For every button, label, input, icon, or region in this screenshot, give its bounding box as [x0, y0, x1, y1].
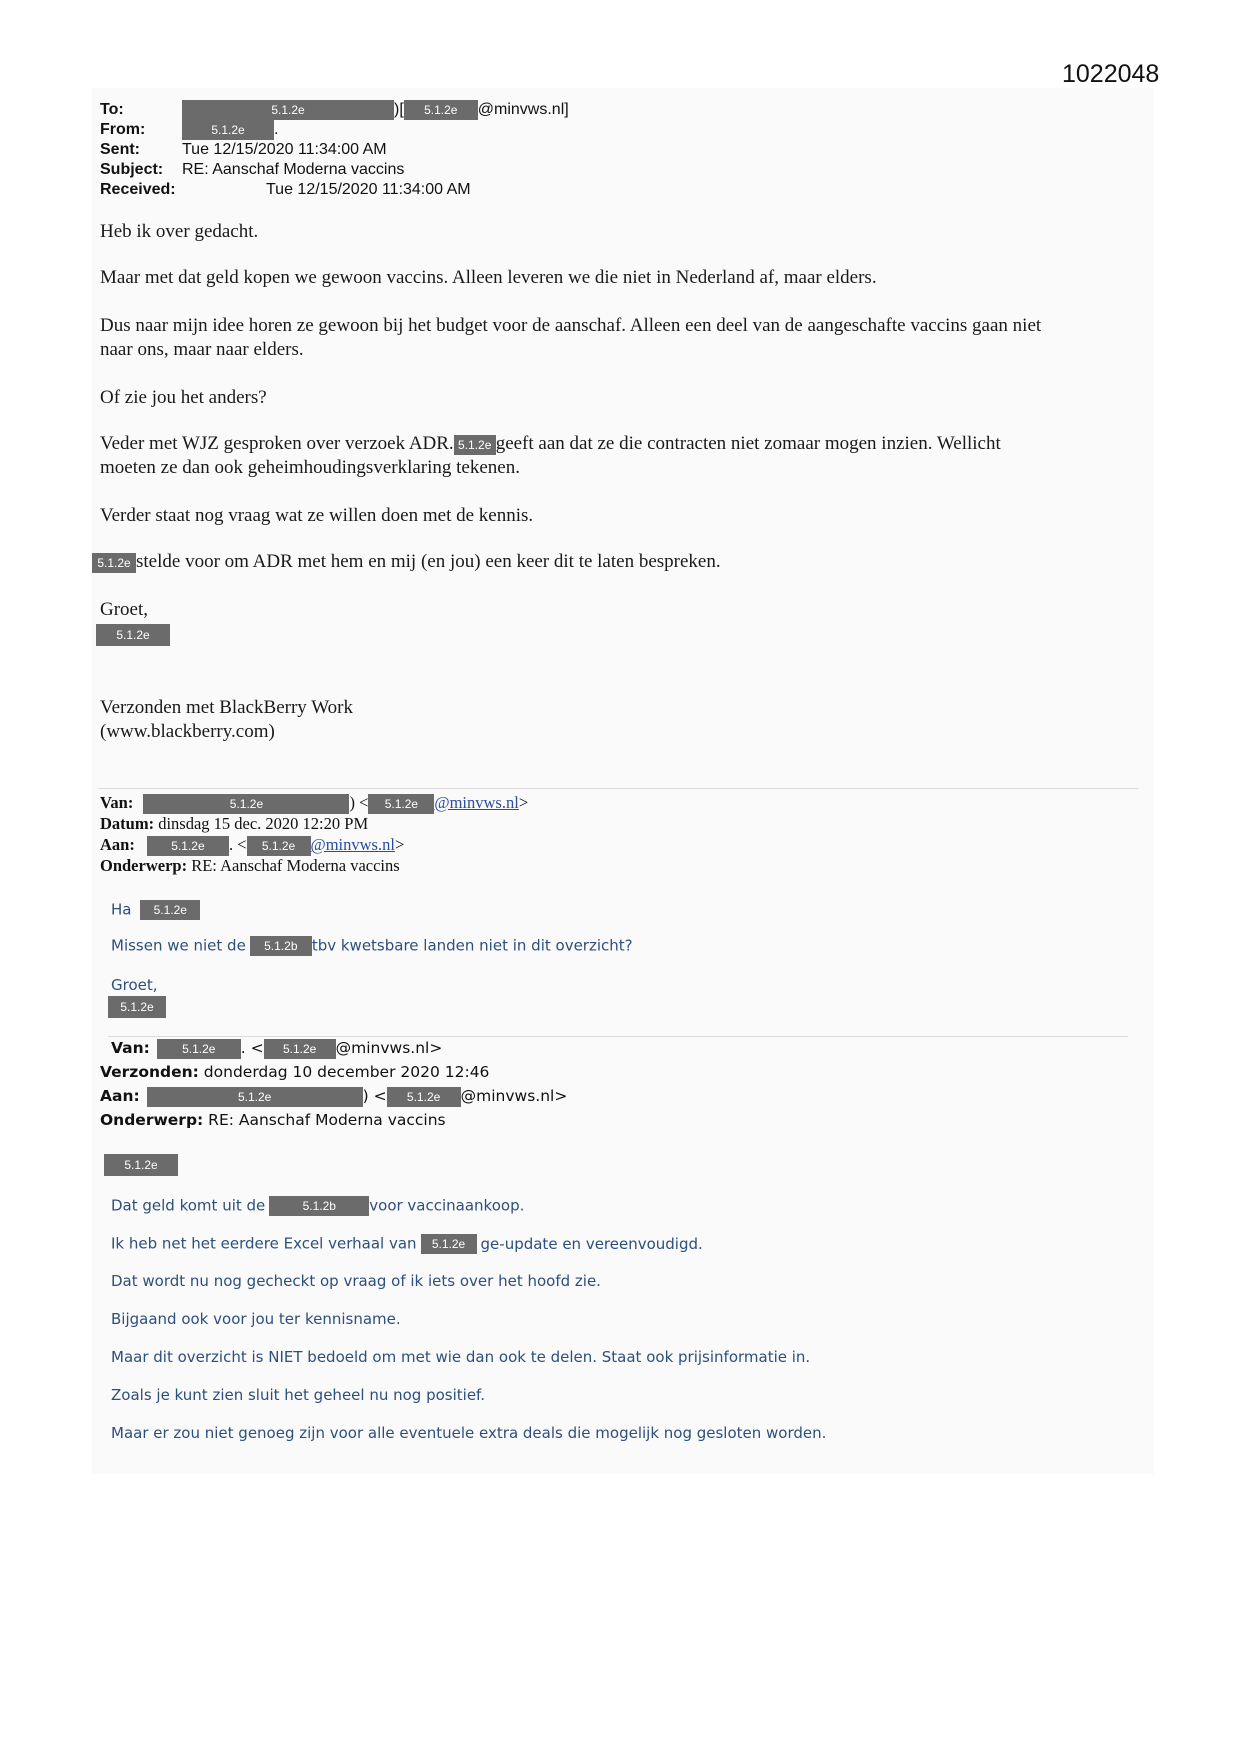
header-to-row: [100, 100, 569, 120]
redaction-block: 5.1.2e: [368, 794, 434, 814]
redaction-block: 5.1.2e: [104, 1154, 178, 1176]
email-header: [100, 100, 569, 200]
received-label: Received:: [100, 181, 176, 198]
redaction-block: 5.1.2e: [92, 553, 136, 573]
from-suffix: .: [274, 121, 279, 139]
email2-header: Van: 5.1.2e ) < 5.1.2e @minvws.nl> Datum: dinsdag 15 dec. 2020 12:20 PM Aan: 5.1.2e . < 5.1.2e @minvws.nl> Onderwerp: RE: Aanschaf Moderna vaccins: [100, 793, 529, 875]
onderwerp-label: Onderwerp:: [100, 1111, 204, 1129]
redaction-block: 5.1.2b: [250, 936, 312, 956]
redaction-block: 5.1.2e: [421, 1234, 477, 1254]
redaction-block: 5.1.2e: [140, 900, 200, 920]
header-from-row: [100, 120, 279, 140]
to-separator: )[: [394, 101, 404, 119]
email-link[interactable]: @minvws.nl: [434, 793, 519, 812]
email3-line: Ik heb net het eerdere Excel verhaal van 5.1.2e ge-update en vereenvoudigd.: [111, 1234, 703, 1253]
signature-redaction: 5.1.2e: [96, 624, 170, 646]
redaction-block: 5.1.2e: [182, 120, 274, 140]
email3-header: Van: 5.1.2e . < 5.1.2e @minvws.nl> Verzonden: donderdag 10 december 2020 12:46 Aan: 5.1.2e ) < 5.1.2e @minvws.nl> Onderwerp: RE: Aanschaf Moderna vaccins: [100, 1039, 568, 1129]
onderwerp-value: RE: Aanschaf Moderna vaccins: [191, 856, 400, 875]
datum-label: Datum:: [100, 814, 155, 833]
redaction-block: 5.1.2e: [264, 1039, 336, 1059]
header-received-row: [100, 180, 471, 200]
redaction-block: 5.1.2b: [269, 1196, 369, 1216]
sent-value: Tue 12/15/2020 11:34:00 AM: [182, 141, 387, 158]
verzonden-label: Verzonden:: [100, 1063, 199, 1081]
greeting: Groet,: [100, 599, 149, 620]
redaction-block: 5.1.2e: [454, 435, 496, 455]
redaction-block: 5.1.2e: [157, 1039, 241, 1059]
subject-value: RE: Aanschaf Moderna vaccins: [182, 161, 405, 178]
body-paragraph: 5.1.2e stelde voor om ADR met hem en mij (en jou) een keer dit te laten bespreken.: [92, 550, 1142, 574]
body-paragraph: Maar met dat geld kopen we gewoon vaccins. Alleen leveren we die niet in Nederland af, maar elders.: [100, 267, 877, 288]
document-number: 1022048: [1062, 60, 1160, 88]
van-label: Van:: [100, 793, 134, 812]
email-link[interactable]: @minvws.nl: [310, 835, 395, 854]
received-value: Tue 12/15/2020 11:34:00 AM: [266, 181, 471, 198]
divider: [98, 788, 1138, 789]
redaction-block: 5.1.2e: [387, 1087, 461, 1107]
from-label: From:: [100, 121, 146, 138]
onderwerp-label: Onderwerp:: [100, 856, 188, 875]
redaction-block: 5.1.2e: [182, 100, 394, 120]
aan-label: Aan:: [100, 1087, 140, 1105]
email3-line: Maar dit overzicht is NIET bedoeld om met wie dan ook te delen. Staat ook prijsinformatie in.: [111, 1348, 811, 1366]
header-sent-row: [100, 140, 387, 160]
page-background: [92, 88, 1154, 1474]
onderwerp-value: RE: Aanschaf Moderna vaccins: [208, 1111, 446, 1129]
redaction-block: 5.1.2e: [247, 836, 311, 856]
email3-line: Maar er zou niet genoeg zijn voor alle eventuele extra deals die mogelijk nog gesloten worden.: [111, 1424, 827, 1442]
body-paragraph: Dus naar mijn idee horen ze gewoon bij het budget voor de aanschaf. Alleen een deel van de aangeschafte vaccins gaan niet naar ons, maar naar elders.: [100, 315, 1042, 360]
email2-line: Missen we niet de 5.1.2b tbv kwetsbare landen niet in dit overzicht?: [111, 936, 633, 955]
datum-value: dinsdag 15 dec. 2020 12:20 PM: [158, 814, 369, 833]
email3-line: Zoals je kunt zien sluit het geheel nu nog positief.: [111, 1386, 486, 1404]
email3-line: Bijgaand ook voor jou ter kennisname.: [111, 1310, 401, 1328]
subject-label: Subject:: [100, 161, 164, 178]
email2-greeting: Ha 5.1.2e: [111, 900, 200, 920]
body-paragraph: Verder staat nog vraag wat ze willen doen met de kennis.: [100, 505, 534, 526]
body-paragraph: Heb ik over gedacht.: [100, 221, 259, 242]
van-label: Van:: [111, 1039, 150, 1057]
signature-url: (www.blackberry.com): [100, 721, 275, 742]
redaction-block: 5.1.2e: [404, 100, 478, 120]
to-label: To:: [100, 101, 124, 118]
sent-label: Sent:: [100, 141, 140, 158]
redaction-block: 5.1.2e: [143, 794, 349, 814]
header-subject-row: [100, 160, 405, 180]
email3-line: Dat wordt nu nog gecheckt op vraag of ik iets over het hoofd zie.: [111, 1272, 601, 1290]
body-paragraph: Veder met WJZ gesproken over verzoek ADR. 5.1.2e geeft aan dat ze die contracten niet zomaar mogen inzien. Wellicht moeten ze dan ook geheimhoudingsverklaring tekenen.: [100, 433, 1001, 478]
redaction-block: 5.1.2e: [147, 1087, 363, 1107]
verzonden-value: donderdag 10 december 2020 12:46: [203, 1063, 490, 1081]
redaction-block: 5.1.2e: [147, 836, 229, 856]
to-domain: @minvws.nl]: [477, 101, 569, 119]
body-paragraph: Of zie jou het anders?: [100, 387, 267, 408]
email3-line: Dat geld komt uit de 5.1.2b voor vaccinaankoop.: [111, 1196, 525, 1215]
signature-line: Verzonden met BlackBerry Work: [100, 697, 353, 718]
email2-groet: Groet,: [111, 976, 158, 994]
redaction-block: 5.1.2e: [108, 996, 166, 1018]
aan-label: Aan:: [100, 835, 135, 854]
